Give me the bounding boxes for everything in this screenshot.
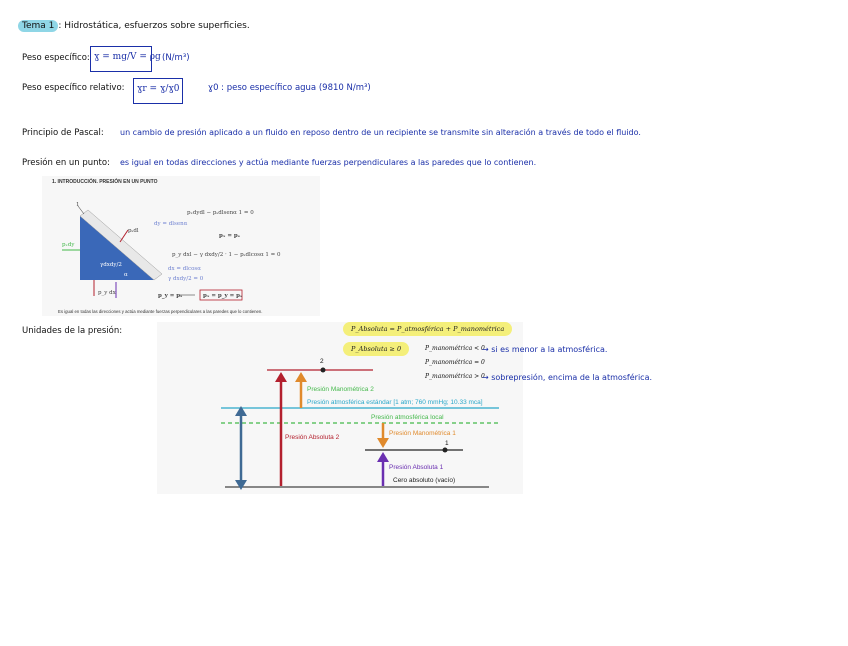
note-below-atm: → si es menor a la atmosférica. <box>482 345 608 354</box>
abs1-label: Presión Absoluta 1 <box>389 464 444 471</box>
note-above-atm: → sobrepresión, encima de la atmosférica. <box>482 373 653 382</box>
man2-label: Presión Manométrica 2 <box>307 386 374 393</box>
relativo-note: ɣ0 : peso específico agua (9810 N/m³) <box>208 83 371 93</box>
peso-unit: (N/m³) <box>162 53 190 63</box>
eq5: dx = dlcosα <box>168 266 201 272</box>
eq3: pₓ = pₛ <box>219 233 240 239</box>
absolute-nonneg-pill: P_Absoluta ≥ 0 <box>343 342 409 356</box>
eq7: p_y = pₛ <box>158 293 183 299</box>
atm-standard-label: Presión atmosférica estándar [1 atm; 760 mmHg; 10.33 mca] <box>307 399 483 406</box>
zero-label: Cero absoluto (vacío) <box>393 477 456 484</box>
page-title <box>18 21 250 31</box>
point-1-label: 1 <box>445 440 449 447</box>
eq2: dy = dlsenα <box>154 221 188 227</box>
unidades-label: Unidades de la presión: <box>22 326 123 336</box>
pressure-point-figure <box>42 176 320 316</box>
eq8: pₓ = p_y = pₛ <box>203 293 243 299</box>
absolute-formula-pill: P_Absoluta = P_atmosférica + P_manométrica <box>343 322 512 336</box>
relativo-formula: ɣr = ɣ/ɣ0 <box>137 84 180 94</box>
pascal-label: Principio de Pascal: <box>22 128 104 138</box>
label-one: 1 <box>76 202 80 208</box>
point-1 <box>443 448 448 453</box>
ps-arrow <box>120 230 128 242</box>
pman-gt: P_manométrica > 0 <box>425 373 485 380</box>
label-pxdy: pₓdy <box>62 242 75 248</box>
label-weight: γdxdy/2 <box>100 262 122 268</box>
pman-lt: P_manométrica < 0 <box>425 345 485 352</box>
point-2-label: 2 <box>320 358 324 365</box>
figure1-heading: 1. INTRODUCCIÓN. PRESIÓN EN UN PUNTO <box>52 179 158 185</box>
title-text: : Hidrostática, esfuerzos sobre superficies. <box>58 21 250 31</box>
man1-label: Presión Manométrica 1 <box>389 430 456 437</box>
punto-label: Presión en un punto: <box>22 158 110 168</box>
figure1-caption: Es igual en todas las direcciones y actúa mediante fuerzas perpendiculares a las paredes que lo contienen. <box>58 309 263 314</box>
pressure-units-figure <box>157 322 523 494</box>
peso-label: Peso específico: <box>22 53 90 63</box>
abs2-label: Presión Absoluta 2 <box>285 434 340 441</box>
label-pydx: p_y dx <box>98 290 116 296</box>
atm-local-label: Presión atmosférica local <box>371 414 444 421</box>
eq6: γ dxdy/2 = 0 <box>168 276 204 282</box>
peso-formula: ɣ = mg/V = ρg <box>94 52 161 62</box>
title-highlight: Tema 1 <box>18 20 58 32</box>
pascal-text: un cambio de presión aplicado a un fluido en reposo dentro de un recipiente se transmite sin alteración a través de todo el fluido. <box>120 128 641 137</box>
point-2 <box>321 368 326 373</box>
relativo-label: Peso específico relativo: <box>22 83 125 93</box>
label-psdl: pₛdl <box>128 228 139 234</box>
eq1: pₓdydl − pₛdlsenα 1 = 0 <box>187 210 254 216</box>
eq4: p_y dxl − γ dxdy/2 · 1 − pₛdlcosα 1 = 0 <box>172 252 281 258</box>
pman-eq: P_manométrica = 0 <box>425 359 485 366</box>
label-alpha: α <box>124 272 128 278</box>
punto-text: es igual en todas direcciones y actúa mediante fuerzas perpendiculares a las paredes que lo contienen. <box>120 158 537 167</box>
